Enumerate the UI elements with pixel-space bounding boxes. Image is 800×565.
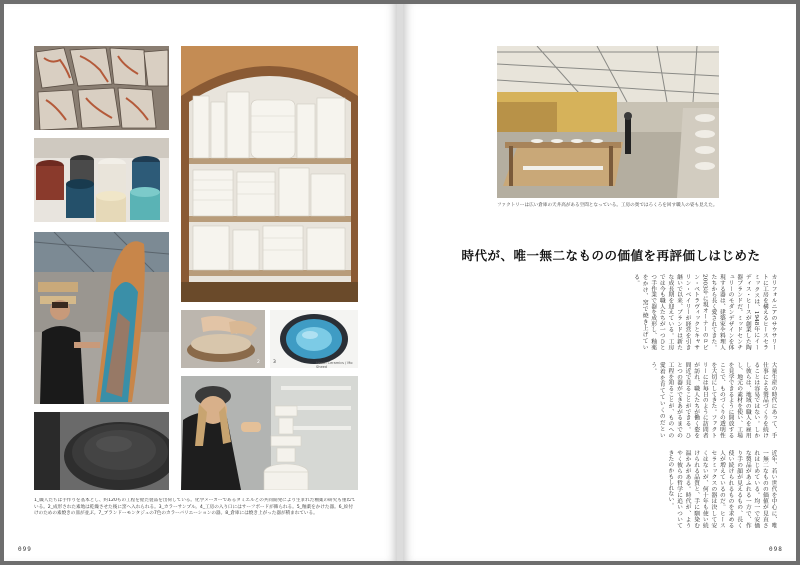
page-number: 099 xyxy=(18,546,32,553)
photo-factory-interior xyxy=(497,46,719,198)
body-text-tier-1: カリフォルニアのサウサリートに工房を構えるヒースセラミックスは、1948年にイーディス・ヒースが創業した陶器ブランドだ。ミッドセンチュリーのモダンデザインを体現する器は、建築家や料理人たちから長く愛されてきた。2003年に現オーナーのロビン・ペトラヴィックとキャサリン・ベイリーが経営を引き継いで以来、ブランドは新たな成長期を迎えている。工房では今も職人たちが一つひとつ手作業で器を成形し、釉薬をかけ、窯で焼き上げている。 xyxy=(632,274,776,350)
page-number: 098 xyxy=(769,546,783,553)
image-number-badge: 3 xyxy=(273,360,276,365)
left-page xyxy=(4,4,397,561)
photo-woman-trimming xyxy=(181,376,358,490)
article-body xyxy=(433,274,777,528)
photo-blue-plate xyxy=(270,310,358,368)
photo-kiln-white-ware xyxy=(181,46,358,302)
photo-colored-cups xyxy=(34,138,169,222)
photo-caption: ファクトリーは広い倉庫の天井高がある空間となっている。工房の奥ではろくろを回す職人の姿も見えた。 xyxy=(497,203,718,208)
photo-black-plates xyxy=(34,412,169,490)
magazine-spread xyxy=(4,4,796,561)
body-text-tier-2: 大量生産の時代にあって、手仕事による製品づくりを続けることは容易ではない。しかし彼らは、地域の職人を雇用し、地元の素材を使い、工場を見学できるように開放することで、ものづくりの透明性を大切にしてきた。ファクトリーには毎日のように訪問者が訪れ、職人たちが働く姿を間近で見ることができる。ひとつの器ができあがるまでの工程を知ることが、ものへの愛着を育てていくのだという。 xyxy=(649,362,776,438)
right-page xyxy=(403,4,796,561)
photo-glazed-tiles xyxy=(34,46,169,130)
image-number-badge: 2 xyxy=(257,360,260,365)
article-headline: 時代が、唯一無二なものの価値を再評価しはじめた xyxy=(461,248,761,263)
body-text-tier-3: 近年、若い世代を中心に、唯一無二なものの価値が見直されはじめている。均一で安価な製品があふれる一方で、作り手の顔が見えるもの、長く使い続けられるものを求める人が増えているのだ。ヒースセラミックスの器は決して安くはないが、何十年も使い続けられる品質と、手に馴染む温かみがある。時代が、ようやく彼らの哲学に追いついてきたのかもしれない。 xyxy=(666,450,776,528)
photo-credit: Heath Ceramics / Mo Sheed xyxy=(316,361,353,368)
photo-captions: 1_職人たちは手作りを基本とし、約120もの工程を経た製品を出荷している。化学メーカーであるタミエルとの共同開発により生まれた釉薬の研究も重ねている。2_成形された素地は乾燥させた後に窯へ入れられる。3_カラーサンプル。4_工房の入り口にはサーフボードが飾られる。5_釉薬をかけた器。6_絵付けのための素焼きの皿が並ぶ。7_ブランドーモンタジュの7色のカラーバリエーションの器。8_倉庫には焼き上がった器が積まれている。 xyxy=(34,498,356,516)
photo-shaping-clay xyxy=(181,310,265,368)
photo-man-surfboard xyxy=(34,232,169,404)
